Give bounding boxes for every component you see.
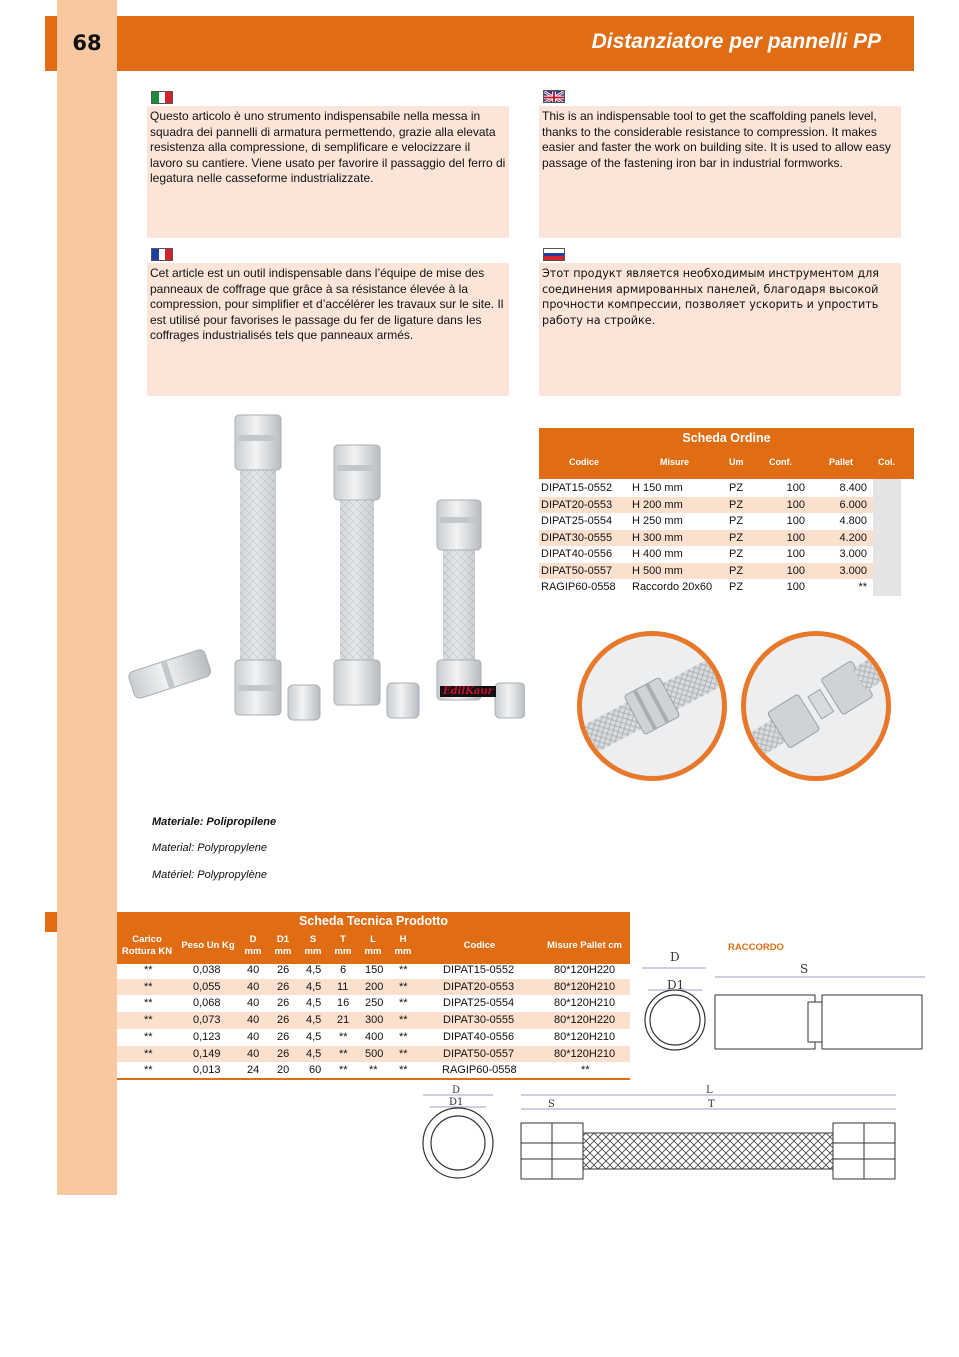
order-table-title: Scheda Ordine [682, 431, 771, 445]
order-table-header [539, 428, 914, 479]
tech-table-stub [45, 912, 57, 932]
tech-table-header [117, 912, 630, 964]
col-carico: Carico Rottura KN [121, 934, 173, 957]
raccordo-drawing [640, 950, 930, 1060]
description-en: This is an indispensable tool to get the scaffolding panels level, thanks to the considerable resistance to compression. It makes easier and faster the work on building site. It is used to allow easy passage of the fastening iron bar in industrial formworks. [539, 106, 901, 238]
description-ru: Этот продукт является необходимым инструментом для соединения армированных панелей, благодаря высокой прочности компрессии, позволяет ускорить и упростить работу на стройке. [539, 263, 901, 396]
table-row: DIPAT25-0554 H 250 mm PZ 100 4.800 [541, 515, 867, 527]
table-row: DIPAT30-0555 H 300 mm PZ 100 4.200 [539, 530, 873, 547]
col-conf: Conf. [769, 457, 792, 467]
dim-s-label: S [800, 962, 809, 976]
table-row: ** 0,055 40 26 4,5 11 200 ** DIPAT20-0553 80*120H210 [117, 979, 630, 996]
header-stub [45, 16, 57, 71]
col-codice: Codice [569, 457, 600, 467]
col-misure-pallet: Misure Pallet cm [547, 940, 622, 951]
left-margin-band [57, 0, 117, 1195]
material-en: Material: Polypropylene [152, 842, 267, 854]
col-s: S mm [304, 934, 322, 957]
table-row: DIPAT20-0553 H 200 mm PZ 100 6.000 [539, 497, 873, 514]
table-row: ** 0,013 24 20 60 ** ** ** RAGIP60-0558 ** [144, 1064, 590, 1077]
dim-d-label: D [670, 950, 680, 964]
table-row: RAGIP60-0558 Raccordo 20x60 PZ 100 ** [541, 581, 867, 593]
table-row: DIPAT50-0557 H 500 mm PZ 100 3.000 [539, 563, 873, 580]
order-table [539, 428, 914, 479]
spacer-drawing [418, 1085, 898, 1185]
col-pallet: Pallet [829, 457, 854, 467]
col-codice: Codice [463, 940, 496, 951]
page-title: Distanziatore per pannelli PP [591, 30, 881, 53]
dim-d1-label: D1 [667, 978, 685, 992]
order-col-column [873, 479, 901, 596]
table-row: ** 0,068 40 26 4,5 16 250 ** DIPAT25-0554 80*120H210 [144, 997, 616, 1010]
col-peso: Peso Un Kg [181, 940, 235, 951]
description-it: Questo articolo è uno strumento indispensabile nella messa in squadra dei pannelli di armatura permettendo, grazie alla elevata resistenza alla compressione, di semplificare e velocizzare il lavoro su cantiere. Viene usato per favorire il passaggio del ferro di legatura nelle casseforme industrializzate. [147, 106, 509, 238]
dim-d1-label: D1 [449, 1097, 464, 1108]
col-t: T mm [334, 934, 352, 957]
tech-table-bottom-rule [117, 1078, 630, 1080]
page-number: 68 [57, 14, 117, 72]
italy-flag-icon [151, 91, 173, 104]
table-row: ** 0,073 40 26 4,5 21 300 ** DIPAT30-0555 80*120H220 [117, 1012, 630, 1029]
material-fr: Matériel: Polypropylène [152, 869, 267, 881]
table-row: DIPAT40-0556 H 400 mm PZ 100 3.000 [541, 548, 867, 560]
brand-logo: EdilKaur [440, 686, 496, 697]
col-h: H mm [394, 934, 412, 957]
russia-flag-icon [543, 248, 565, 261]
dim-s-label: S [548, 1099, 555, 1110]
table-row: DIPAT15-0552 H 150 mm PZ 100 8.400 [541, 482, 867, 494]
col-um: Um [729, 457, 744, 467]
dim-l-label: L [706, 1085, 713, 1096]
col-misure: Misure [660, 457, 690, 467]
table-row: ** 0,123 40 26 4,5 ** 400 ** DIPAT40-0556 80*120H210 [144, 1030, 616, 1043]
dim-t-label: T [708, 1099, 715, 1110]
france-flag-icon [151, 248, 173, 261]
uk-flag-icon [543, 90, 565, 103]
detail-photo-joined [577, 631, 727, 781]
table-row: ** 0,149 40 26 4,5 ** 500 ** DIPAT50-0557 80*120H210 [117, 1046, 630, 1063]
tech-table-title: Scheda Tecnica Prodotto [298, 914, 449, 928]
col-l: L mm [364, 934, 382, 957]
raccordo-label: RACCORDO [728, 942, 784, 953]
col-d: D mm [244, 934, 262, 957]
col-d1: D1 mm [274, 934, 292, 957]
description-fr: Cet article est un outil indispensable dans l’équipe de mise des panneaux de coffrage que grâce à sa résistance élevée à la compression, pour simplifier et d’accélérer les travaux sur le site. Il est utilisé pour favorises le passage du fer de ligature dans les coffrages industrialisés tels que panneaux armés. [147, 263, 509, 396]
detail-photo-connector [741, 631, 891, 781]
col-col: Col. [878, 457, 895, 467]
table-row: ** 0,038 40 26 4,5 6 150 ** DIPAT15-0552 80*120H220 [144, 964, 616, 976]
material-it: Materiale: Polipropilene [152, 816, 277, 828]
dim-d-label: D [452, 1085, 461, 1096]
